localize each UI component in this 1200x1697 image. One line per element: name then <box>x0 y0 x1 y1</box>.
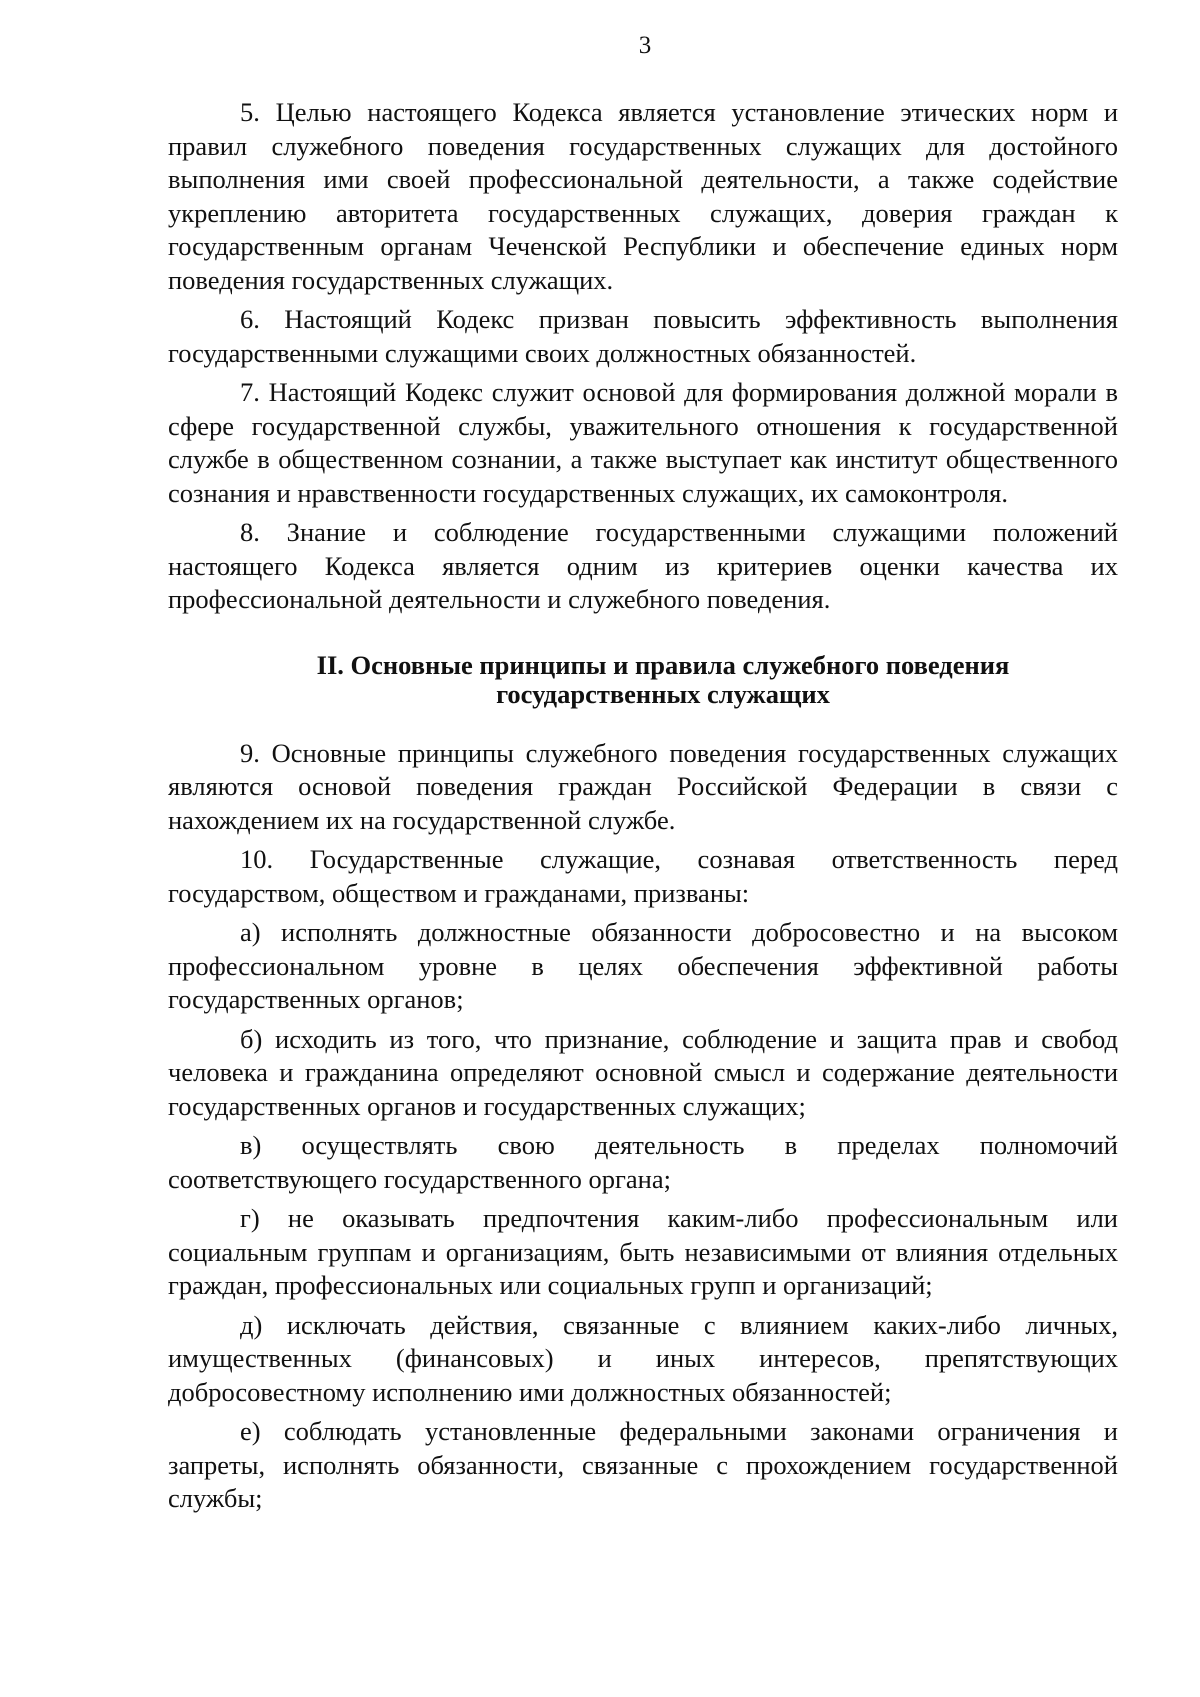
document-body <box>168 96 1118 1522</box>
page-number: 3 <box>638 32 652 59</box>
paragraph-5: 5. Целью настоящего Кодекса является установление этических норм и правил служебного поведения государственных служащих для достойного выполнения ими своей профессиональной деятельности, а также содействие укреплению авторитета государственных служащих, доверия граждан к государственным органам Чеченской Республики и обеспечение единых норм поведения государственных служащих. <box>168 97 1118 295</box>
list-item-d: д) исключать действия, связанные с влиянием каких-либо личных, имущественных (финансовых) и иных интересов, препятствующих добросовестному исполнению ими должностных обязанностей; <box>168 1309 1118 1407</box>
list-item-e: е) соблюдать установленные федеральными законами ограничения и запреты, исполнять обязанности, связанные с прохождением государственной службы; <box>168 1416 1118 1513</box>
list-item-a: а) исполнять должностные обязанности добросовестно и на высоком профессиональном уровне в целях обеспечения эффективной работы государственных органов; <box>168 917 1118 1014</box>
paragraph-7: 7. Настоящий Кодекс служит основой для формирования должной морали в сфере государственной службы, уважительного отношения к государственной службе в общественном сознании, а также выступает как институт общественного сознания и нравственности государственных служащих, их самоконтроля. <box>168 377 1118 508</box>
list-item-b: б) исходить из того, что признание, соблюдение и защита прав и свобод человека и гражданина определяют основной смысл и содержание деятельности государственных органов и государственных служащих; <box>168 1023 1118 1121</box>
paragraph-8: 8. Знание и соблюдение государственными служащими положений настоящего Кодекса является одним из критериев оценки качества их профессиональной деятельности и служебного поведения. <box>168 517 1118 614</box>
paragraph-10: 10. Государственные служащие, сознавая ответственность перед государством, обществом и гражданами, призваны: <box>168 844 1118 908</box>
list-item-v: в) осуществлять свою деятельность в пределах полномочий соответствующего государственного органа; <box>168 1130 1118 1194</box>
section-heading <box>168 651 1118 709</box>
list-item-g: г) не оказывать предпочтения каким-либо профессиональным или социальным группам и организациям, быть независимыми от влияния отдельных граждан, профессиональных или социальных групп и организаций; <box>168 1203 1118 1300</box>
paragraph-9: 9. Основные принципы служебного поведения государственных служащих являются основой поведения граждан Российской Федерации в связи с нахождением их на государственной службе. <box>168 737 1118 835</box>
section-heading-line-1: II. Основные принципы и правила служебного поведения <box>316 649 1010 680</box>
paragraph-6: 6. Настоящий Кодекс призван повысить эффективность выполнения государственными служащими своих должностных обязанностей. <box>168 304 1118 368</box>
section-heading-line-2: государственных служащих <box>496 678 830 709</box>
